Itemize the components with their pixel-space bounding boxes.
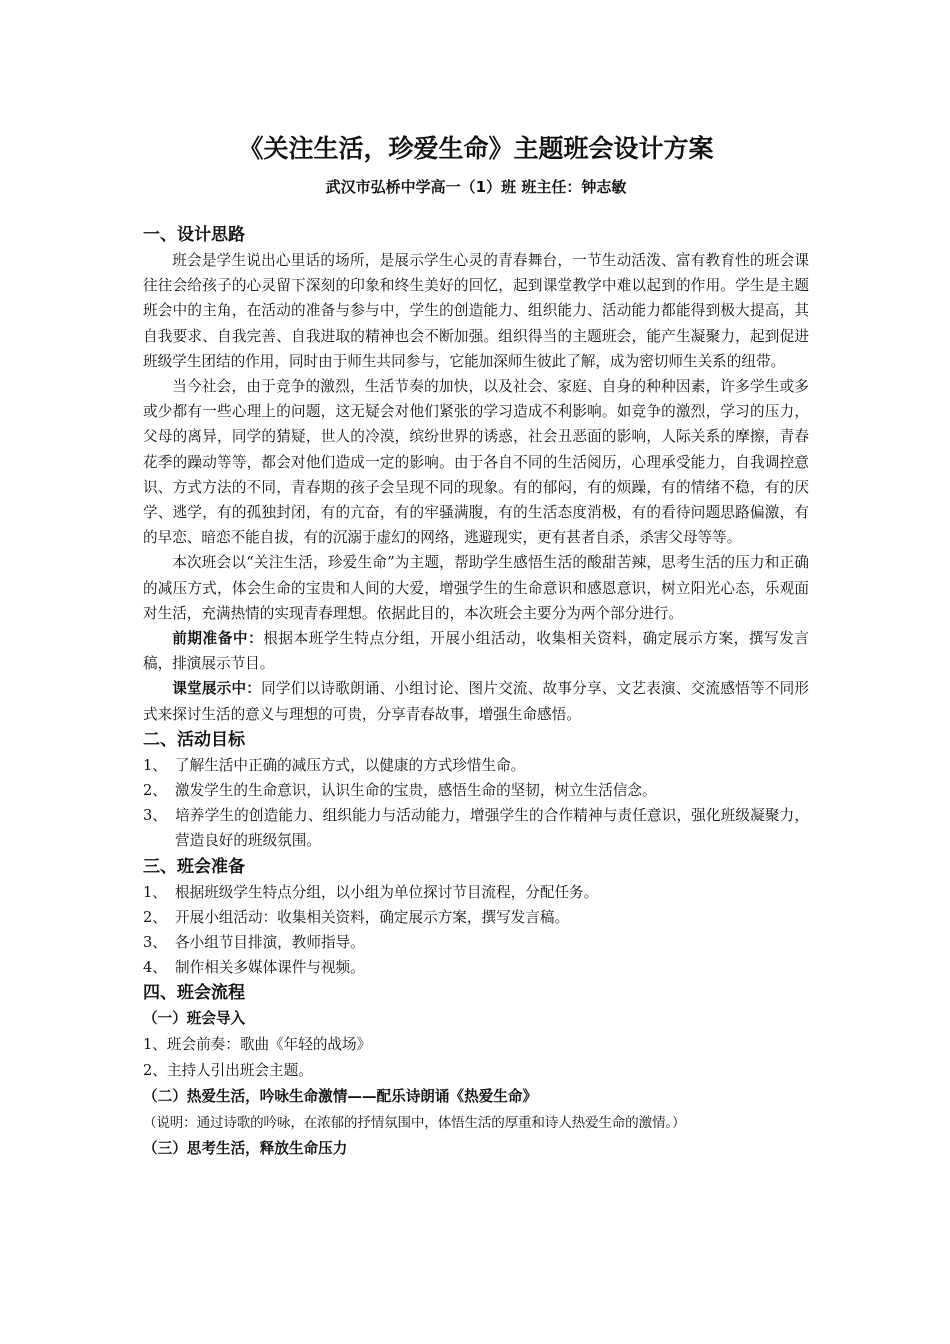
section-heading-process: 四、班会流程 — [143, 983, 245, 1004]
list-item: 4、 制作相关多媒体课件与视频。 — [143, 959, 365, 977]
paragraph: 本次班会以“关注生活，珍爱生命”为主题，帮助学生感悟生活的酸甜苦辣，思考生活的压力和正确的减压方式，体会生命的宝贵和人间的大爱，增强学生的生命意识和感恩意识，树立阳光心态，乐观面对生活，充满热情的实现青春理想。依据此目的，本次班会主要分为两个部分进行。 — [143, 554, 809, 622]
classroom-label: 课堂展示中： — [172, 680, 262, 698]
subsection-heading: （二）热爱生活，吟咏生命激情——配乐诗朗诵《热爱生命》 — [143, 1088, 538, 1106]
list-item: 3、 培养学生的创造能力、组织能力与活动能力，增强学生的合作精神与责任意识，强化班级凝聚力，营造良好的班级氛围。 — [143, 807, 809, 850]
paragraph-classroom — [143, 676, 809, 726]
process-item: 2、主持人引出班会主题。 — [143, 1062, 313, 1080]
process-item: 1、班会前奏：歌曲《年轻的战场》 — [143, 1036, 372, 1054]
preparation-label: 前期准备中： — [172, 630, 264, 648]
section-heading-design: 一、设计思路 — [143, 225, 245, 245]
list-item: 3、 各小组节目排演，教师指导。 — [143, 934, 365, 952]
classroom-text: 同学们以诗歌朗诵、小组讨论、图片交流、故事分享、文艺表演、交流感悟等不同形式来探讨生活的意义与理想的可贵，分享青春故事，增强生命感悟。 — [143, 680, 809, 723]
paragraph: 当今社会，由于竞争的激烈，生活节奏的加快，以及社会、家庭、自身的种种因素，许多学生或多或少都有一些心理上的问题，这无疑会对他们紧张的学习造成不利影响。如竞争的激烈，学习的压力，父母的离异，同学的猜疑，世人的冷漠，缤纷世界的诱惑，社会丑恶面的影响，人际关系的摩擦，青春花季的躁动等等，都会对他们造成一定的影响。由于各自不同的生活阅历，心理承受能力，自我调控意识、方式方法的不同，青春期的孩子会呈现不同的现象。有的郁闷，有的烦躁，有的情绪不稳，有的厌学、逃学，有的孤独封闭，有的亢奋，有的牢骚满腹，有的生活态度消极，有的看待问题思路偏激，有的早恋、暗恋不能自拔，有的沉溺于虚幻的网络，逃避现实，更有甚者自杀，杀害父母等等。 — [143, 378, 809, 547]
list-item: 2、 开展小组活动：收集相关资料，确定展示方案，撰写发言稿。 — [143, 908, 570, 926]
subsection-heading: （一）班会导入 — [143, 1010, 246, 1028]
section-heading-preparation: 三、班会准备 — [143, 856, 245, 877]
document-page — [143, 128, 809, 1162]
document-subtitle: 武汉市弘桥中学高一（1）班 班主任：钟志敏 — [325, 178, 627, 196]
process-note: （说明：通过诗歌的吟咏，在浓郁的抒情氛围中，体悟生活的厚重和诗人热爱生命的激情。） — [143, 1115, 686, 1132]
list-item: 1、 了解生活中正确的减压方式，以健康的方式珍惜生命。 — [143, 756, 526, 774]
preparation-text: 根据本班学生特点分组，开展小组活动，收集相关资料，确定展示方案，撰写发言稿，排演展示节目。 — [143, 630, 809, 673]
list-item: 1、 根据班级学生特点分组，以小组为单位探讨节目流程，分配任务。 — [143, 883, 599, 901]
subsection-heading: （三）思考生活，释放生命压力 — [143, 1140, 348, 1158]
paragraph-preparation — [143, 626, 809, 676]
document-title: 《关注生活，珍爱生命》主题班会设计方案 — [238, 134, 714, 163]
paragraph: 班会是学生说出心里话的场所，是展示学生心灵的青春舞台，一节生动活泼、富有教育性的班会课往往会给孩子的心灵留下深刻的印象和终生美好的回忆，起到课堂教学中难以起到的作用。学生是主题班会中的主角，在活动的准备与参与中，学生的创造能力、组织能力、活动能力都能得到极大提高，其自我要求、自我完善、自我进取的精神也会不断加强。组织得当的主题班会，能产生凝聚力，起到促进班级学生团结的作用，同时由于师生共同参与，它能加深师生彼此了解，成为密切师生关系的纽带。 — [143, 252, 809, 370]
list-item: 2、 激发学生的生命意识，认识生命的宝贵，感悟生命的坚韧，树立生活信念。 — [143, 782, 657, 800]
section-heading-goals: 二、活动目标 — [143, 729, 245, 750]
